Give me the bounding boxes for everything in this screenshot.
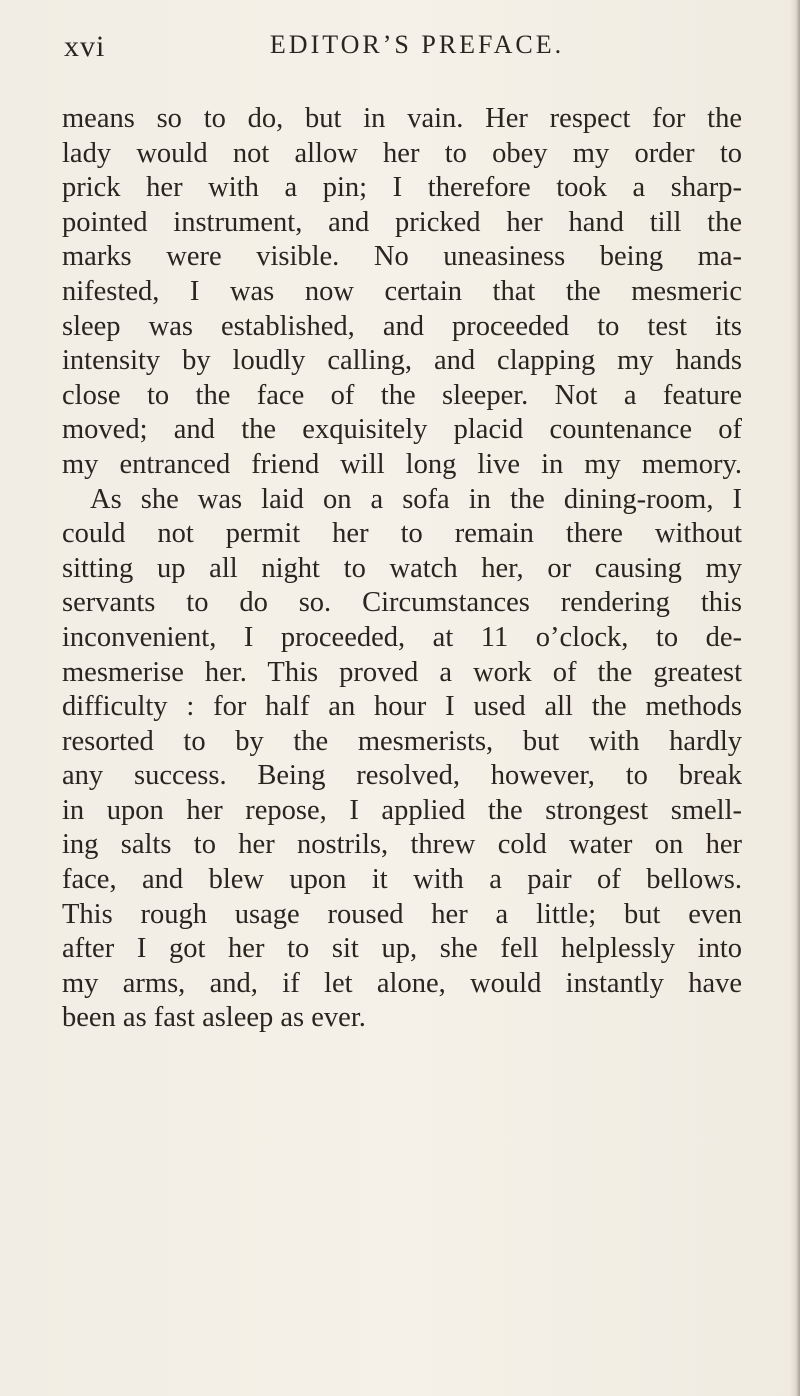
page-edge-shadow <box>790 0 800 1396</box>
text-line: moved; and the exquisitely placid countenance of <box>62 414 742 446</box>
paragraph-start-line: As she was laid on a sofa in the dining-room, I <box>90 483 742 515</box>
text-line: ing salts to her nostrils, threw cold water on her <box>62 829 742 861</box>
text-line: nifested, I was now certain that the mesmeric <box>62 275 742 307</box>
text-line: any success. Being resolved, however, to break <box>62 760 742 792</box>
text-line: in upon her repose, I applied the strongest smell- <box>62 794 742 826</box>
text-line: face, and blew upon it with a pair of bellows. <box>62 864 742 896</box>
text-line: my arms, and, if let alone, would instantly have <box>62 967 742 999</box>
text-line: been as fast asleep as ever. <box>62 1002 366 1034</box>
text-line: intensity by loudly calling, and clapping my hands <box>62 345 742 377</box>
text-line: inconvenient, I proceeded, at 11 o’clock, to de- <box>62 621 742 653</box>
text-line: This rough usage roused her a little; but even <box>62 898 742 930</box>
text-line: could not permit her to remain there without <box>62 518 742 550</box>
text-line: after I got her to sit up, she fell helplessly into <box>62 933 742 965</box>
text-line: close to the face of the sleeper. Not a feature <box>62 379 742 411</box>
text-line: marks were visible. No uneasiness being ma- <box>62 241 742 273</box>
text-line: sitting up all night to watch her, or causing my <box>62 552 742 584</box>
text-line: mesmerise her. This proved a work of the greatest <box>62 656 742 688</box>
text-line: pointed instrument, and pricked her hand till the <box>62 206 742 238</box>
text-line: sleep was established, and proceeded to test its <box>62 310 742 342</box>
text-line: lady would not allow her to obey my order to <box>62 137 742 169</box>
page-number: xvi <box>64 30 106 63</box>
text-line: means so to do, but in vain. Her respect for the <box>62 103 742 134</box>
text-line: my entranced friend will long live in my memory. <box>62 448 742 480</box>
text-line: resorted to by the mesmerists, but with hardly <box>62 725 742 757</box>
text-line: difficulty : for half an hour I used all the methods <box>62 691 742 723</box>
running-head: EDITOR’S PREFACE. <box>269 30 565 59</box>
text-line: servants to do so. Circumstances rendering this <box>62 587 742 619</box>
text-line: prick her with a pin; I therefore took a sharp- <box>62 172 742 204</box>
body-text <box>62 102 742 1036</box>
page-header <box>64 30 730 80</box>
